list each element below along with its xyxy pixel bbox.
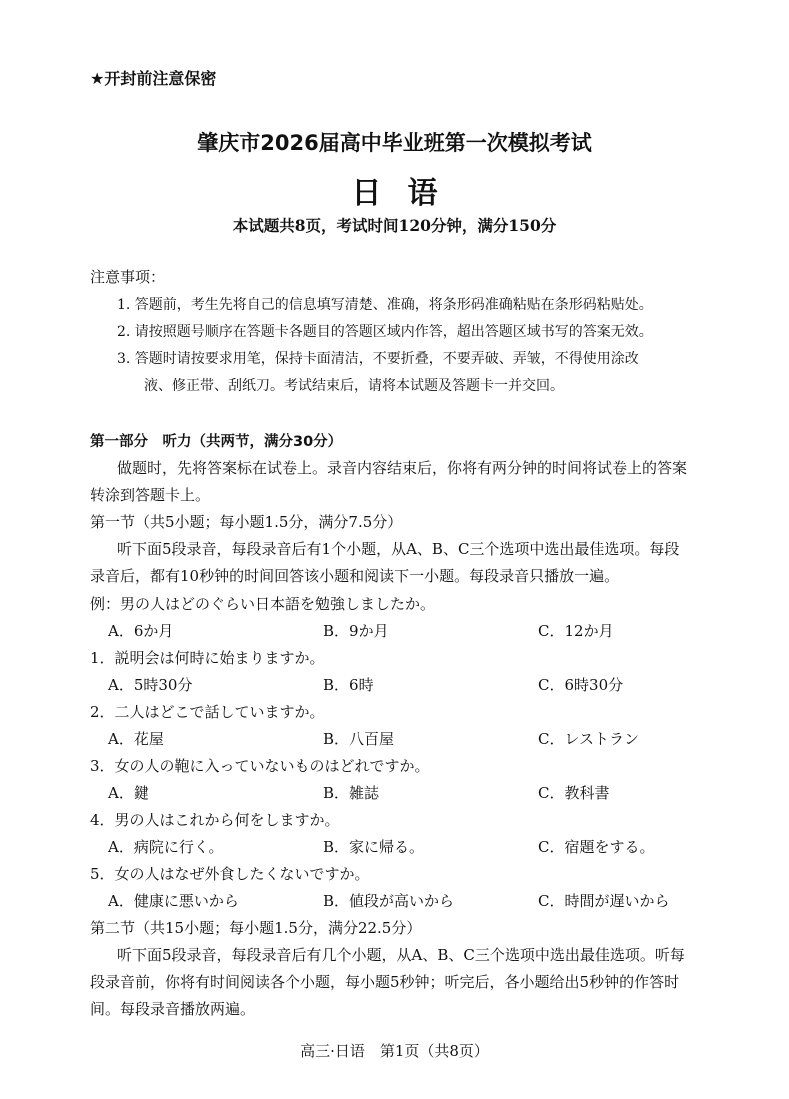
option-b: B．6時 [323, 676, 374, 694]
option-a: A．病院に行く。 [108, 838, 224, 856]
section1-intro-line: 录音后，都有10秒钟的时间回答该小题和阅读下一小题。每段录音只播放一遍。 [90, 567, 620, 585]
confidential-notice: ★开封前注意保密 [90, 69, 217, 88]
section2-heading: 第二节（共15小题；每小题1.5分，满分22.5分） [90, 919, 422, 937]
section2-intro-line: 听下面5段录音，每段录音后有几个小题，从A、B、C三个选项中选出最佳选项。听每 [117, 946, 685, 964]
option-c: C．12か月 [538, 622, 614, 640]
note-item: 2. 请按照题号顺序在答题卡各题目的答题区域内作答，超出答题区域书写的答案无效。 [117, 324, 653, 340]
option-b: B．八百屋 [323, 730, 395, 748]
option-a: A．5時30分 [108, 676, 193, 694]
part1-intro-line: 做题时，先将答案标在试卷上。录音内容结束后，你将有两分钟的时间将试卷上的答案 [117, 459, 688, 477]
exam-info: 本试题共8页，考试时间120分钟，满分150分 [232, 216, 557, 235]
option-c: C．時間が遅いから [538, 892, 670, 910]
option-b: B．雑誌 [323, 784, 380, 802]
option-b: B．9か月 [323, 622, 389, 640]
note-item: 1. 答题前，考生先将自己的信息填写清楚、准确，将条形码准确粘贴在条形码粘贴处。 [117, 297, 653, 313]
part1-heading: 第一部分 听力（共两节，满分30分） [90, 434, 343, 450]
section2-intro-line: 间。每段录音播放两遍。 [90, 1000, 256, 1018]
note-item-continued: 液、修正带、刮纸刀。考试结束后，请将本试题及答题卡一并交回。 [144, 378, 564, 394]
question-3: 3．女の人の鞄に入っていないものはどれですか。 [90, 757, 430, 775]
question-5: 5．女の人はなぜ外食したくないですか。 [90, 865, 370, 883]
option-b: B．家に帰る。 [323, 838, 425, 856]
part1-intro-line: 转涂到答题卡上。 [90, 486, 211, 504]
option-c: C．宿題をする。 [538, 838, 655, 856]
subject-title: 日语 [351, 176, 464, 211]
question-4: 4．男の人はこれから何をしますか。 [90, 811, 340, 829]
section2-intro-line: 段录音前，你将有时间阅读各个小题，每小题5秒钟；听完后，各小题给出5秒钟的作答时 [90, 973, 680, 991]
notes-heading: 注意事项： [90, 268, 166, 286]
option-a: A．鍵 [108, 784, 149, 802]
question-1: 1．説明会は何時に始まりますか。 [90, 649, 325, 667]
section1-heading: 第一节（共5小题；每小题1.5分，满分7.5分） [90, 513, 403, 531]
option-c: C．レストラン [538, 730, 640, 748]
note-item: 3. 答题时请按要求用笔，保持卡面清洁，不要折叠，不要弄破、弄皱，不得使用涂改 [117, 351, 639, 367]
option-c: C．6時30分 [538, 676, 624, 694]
option-c: C．教科書 [538, 784, 610, 802]
option-a: A．花屋 [108, 730, 164, 748]
section1-intro-line: 听下面5段录音，每段录音后有1个小题，从A、B、C三个选项中选出最佳选项。每段 [117, 540, 680, 558]
question-example: 例：男の人はどのぐらい日本語を勉強しましたか。 [90, 595, 436, 613]
page-footer: 高三·日语 第1页（共8页） [300, 1042, 489, 1060]
exam-title: 肇庆市2026届高中毕业班第一次模拟考试 [197, 131, 592, 155]
option-a: A．6か月 [108, 622, 174, 640]
question-2: 2．二人はどこで話していますか。 [90, 703, 325, 721]
option-a: A．健康に悪いから [108, 892, 239, 910]
option-b: B．値段が高いから [323, 892, 455, 910]
